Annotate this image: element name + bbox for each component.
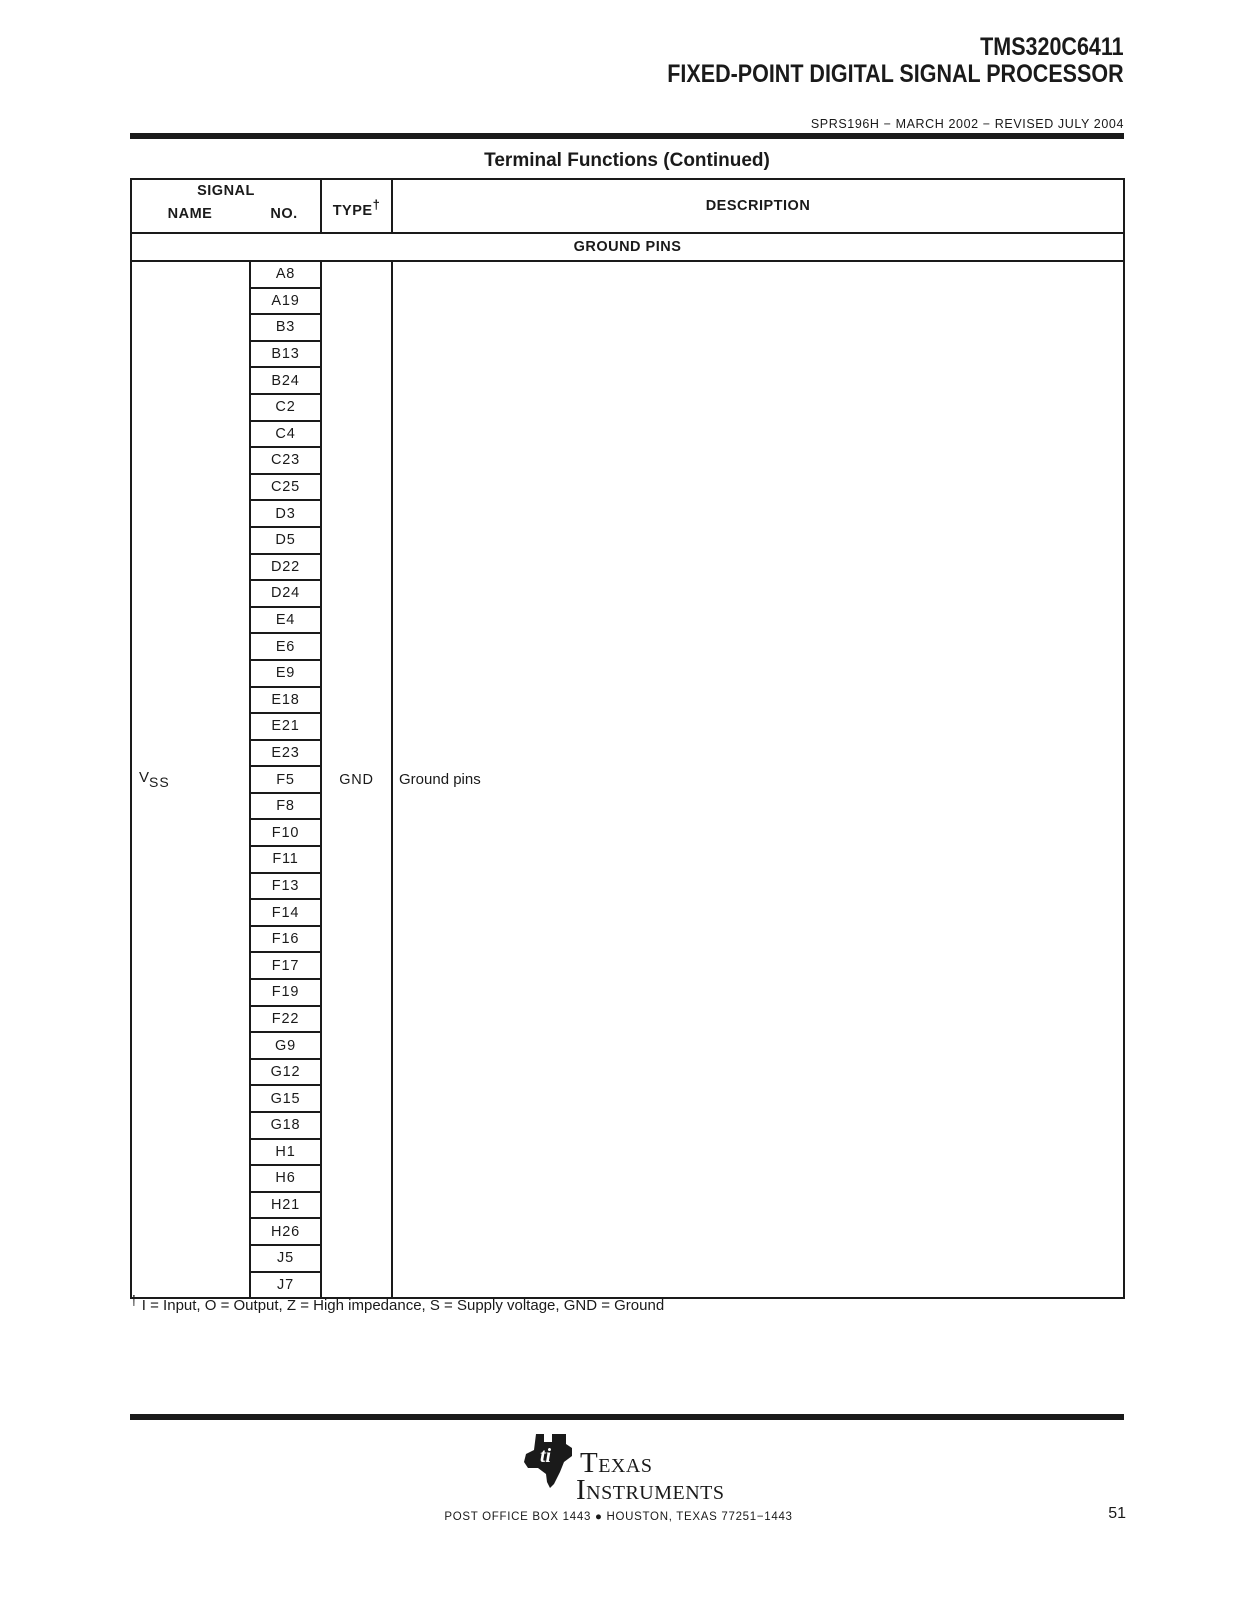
- pin-number: D24: [250, 580, 321, 607]
- pin-number: E6: [250, 633, 321, 660]
- table-title: Terminal Functions (Continued): [484, 150, 770, 171]
- pin-number: G15: [250, 1085, 321, 1112]
- pin-number: E4: [250, 607, 321, 634]
- pin-number: H26: [250, 1218, 321, 1245]
- ti-logo-icon: [522, 1432, 576, 1490]
- pin-number: C23: [250, 447, 321, 474]
- pin-number: C2: [250, 394, 321, 421]
- ti-logo: [522, 1432, 732, 1506]
- pin-number: H21: [250, 1192, 321, 1219]
- pin-number: B13: [250, 341, 321, 368]
- pin-number: F14: [250, 899, 321, 926]
- pin-number: H1: [250, 1139, 321, 1166]
- pin-number: A19: [250, 288, 321, 315]
- pin-number: F11: [250, 846, 321, 873]
- header-rule: [130, 133, 1124, 139]
- pin-number: G18: [250, 1112, 321, 1139]
- pin-number: F10: [250, 819, 321, 846]
- section-label: GROUND PINS: [131, 233, 1124, 261]
- svg-text:ti: ti: [540, 1445, 552, 1467]
- ti-logo-wordmark: [576, 1447, 725, 1506]
- signal-name: V: [139, 769, 150, 787]
- page-number: 51: [1108, 1505, 1126, 1522]
- pin-number: C25: [250, 474, 321, 501]
- table-row: [131, 261, 1124, 288]
- header-row: [131, 179, 1124, 233]
- pin-number: E18: [250, 687, 321, 714]
- pin-number: F5: [250, 766, 321, 793]
- footer-rule: [130, 1414, 1124, 1420]
- name-header: NAME: [167, 206, 213, 222]
- pin-number: J7: [250, 1272, 321, 1299]
- signal-label: SIGNAL: [197, 183, 255, 199]
- pin-number: F19: [250, 979, 321, 1006]
- logo-line-1: Texas: [580, 1447, 653, 1479]
- pin-number: F22: [250, 1006, 321, 1033]
- terminal-functions-table: [130, 178, 1125, 1299]
- product-title: FIXED-POINT DIGITAL SIGNAL PROCESSOR: [667, 60, 1124, 88]
- pin-number: F17: [250, 952, 321, 979]
- pin-number: H6: [250, 1165, 321, 1192]
- type-footnote-marker: †: [372, 197, 381, 212]
- pin-number: F16: [250, 926, 321, 953]
- no-header: NO.: [270, 206, 298, 222]
- pin-number: E21: [250, 713, 321, 740]
- pin-number: G9: [250, 1032, 321, 1059]
- signal-name-cell: [131, 261, 250, 1298]
- pin-number: B3: [250, 314, 321, 341]
- pin-number: D22: [250, 554, 321, 581]
- pin-number: E9: [250, 660, 321, 687]
- pin-number: D3: [250, 500, 321, 527]
- signal-name-subscript: SS: [149, 774, 170, 791]
- pin-number: A8: [250, 261, 321, 288]
- pin-number: C4: [250, 421, 321, 448]
- logo-line-2: Instruments: [576, 1474, 725, 1506]
- footnote-text: I = Input, O = Output, Z = High impedance, S = Supply voltage, GND = Ground: [141, 1297, 665, 1314]
- signal-header: [131, 179, 321, 233]
- type-label: TYPE: [332, 202, 373, 219]
- pin-number: F8: [250, 793, 321, 820]
- pin-number: J5: [250, 1245, 321, 1272]
- document-reference: SPRS196H − MARCH 2002 − REVISED JULY 2004: [810, 117, 1124, 131]
- description-header: DESCRIPTION: [392, 179, 1124, 233]
- pin-number: F13: [250, 873, 321, 900]
- pin-number: B24: [250, 367, 321, 394]
- signal-type: GND: [321, 261, 392, 1298]
- footnote-marker: †: [130, 1292, 138, 1308]
- pin-number: G12: [250, 1059, 321, 1086]
- part-number: TMS320C6411: [980, 33, 1124, 61]
- type-header: [321, 179, 392, 233]
- address-line: POST OFFICE BOX 1443 ● HOUSTON, TEXAS 77251−1443: [444, 1511, 793, 1523]
- section-row: [131, 233, 1124, 261]
- table-footnote: [130, 1292, 665, 1314]
- pin-number: E23: [250, 740, 321, 767]
- pin-number: D5: [250, 527, 321, 554]
- document-header: [668, 34, 1124, 88]
- signal-description: Ground pins: [392, 261, 1124, 1298]
